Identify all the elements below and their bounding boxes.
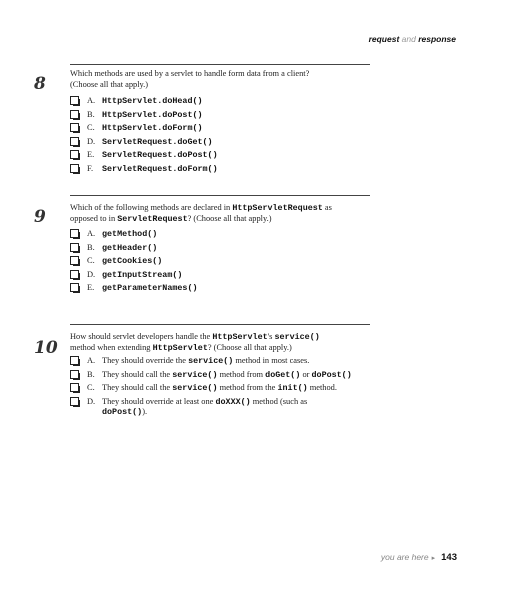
- choice-text-part: method in most cases.: [233, 356, 310, 365]
- choice-text-part: method.: [307, 383, 337, 393]
- checkbox[interactable]: [70, 370, 79, 379]
- question-divider: [70, 195, 370, 196]
- choice-text: [102, 397, 364, 417]
- page-number: 143: [441, 552, 457, 563]
- choice-text: [102, 356, 364, 366]
- choice-letter: D.: [87, 269, 96, 279]
- prompt-text: ? (Choose all that apply.): [207, 342, 292, 352]
- prompt-text: as: [322, 203, 332, 212]
- choice-text: getHeader(): [102, 242, 158, 253]
- prompt-line: [70, 203, 370, 214]
- choice-text: [102, 383, 364, 393]
- page-footer: [381, 552, 457, 563]
- checkbox[interactable]: [70, 150, 79, 159]
- choice-b[interactable]: [70, 370, 370, 384]
- choice-letter: A.: [87, 96, 96, 105]
- checkbox[interactable]: [70, 256, 79, 265]
- choice-text: getMethod(): [102, 229, 158, 239]
- prompt-text: opposed to in: [70, 213, 118, 223]
- choice-code: service(): [172, 383, 218, 394]
- arrow-right-icon: ▸: [431, 555, 436, 562]
- prompt-code: HttpServlet: [152, 342, 208, 353]
- choice-list: [70, 356, 370, 421]
- choice-letter: A.: [87, 229, 96, 238]
- checkbox[interactable]: [70, 123, 79, 132]
- checkbox[interactable]: [70, 270, 79, 279]
- choice-letter: B.: [87, 369, 95, 379]
- prompt-code: HttpServletRequest: [232, 203, 323, 213]
- choice-list: [70, 229, 370, 297]
- choice-code: doPost(): [102, 406, 143, 417]
- question-divider: [70, 64, 370, 65]
- choice-text-part: They should override at least one: [102, 396, 216, 406]
- header-and: and: [399, 34, 419, 44]
- header-response: response: [418, 34, 456, 44]
- choice-c[interactable]: [70, 383, 370, 397]
- choice-text-part: or: [300, 369, 312, 379]
- question-prompt: [70, 203, 370, 224]
- choice-letter: D.: [87, 396, 96, 406]
- checkbox[interactable]: [70, 96, 79, 105]
- checkbox[interactable]: [70, 229, 79, 238]
- choice-text-part: method from the: [217, 383, 278, 393]
- choice-e[interactable]: [70, 150, 370, 164]
- question-number: 9: [34, 207, 46, 227]
- choice-text: [102, 370, 364, 380]
- choice-c[interactable]: [70, 256, 370, 270]
- choice-letter: E.: [87, 283, 95, 293]
- choice-text: HttpServlet.doPost(): [102, 109, 203, 120]
- prompt-line: [70, 214, 370, 225]
- choice-letter: C.: [87, 383, 95, 393]
- checkbox[interactable]: [70, 283, 79, 292]
- choice-list: [70, 96, 370, 178]
- choice-a[interactable]: [70, 356, 370, 370]
- header-request: request: [368, 34, 400, 44]
- choice-d[interactable]: [70, 397, 370, 421]
- choice-text: HttpServlet.doForm(): [102, 123, 203, 134]
- choice-a[interactable]: [70, 229, 370, 243]
- choice-letter: F.: [87, 163, 94, 173]
- question-number: 10: [34, 338, 58, 358]
- choice-text-part: method from: [217, 369, 266, 379]
- choice-d[interactable]: [70, 270, 370, 284]
- prompt-code: ServletRequest: [117, 213, 188, 224]
- choice-letter: B.: [87, 242, 95, 252]
- checkbox[interactable]: [70, 137, 79, 146]
- choice-text: getParameterNames(): [102, 283, 198, 294]
- choice-b[interactable]: [70, 243, 370, 257]
- question-divider: [70, 324, 370, 325]
- choice-text: ServletRequest.doGet(): [102, 136, 213, 147]
- choice-text: ServletRequest.doPost(): [102, 150, 218, 161]
- choice-code: doGet(): [265, 369, 301, 380]
- prompt-line: [70, 332, 370, 343]
- choice-code: doPost(): [311, 369, 352, 380]
- prompt-text: Which of the following methods are declared in: [70, 203, 233, 212]
- choice-text-part: They should call the: [102, 369, 173, 379]
- checkbox[interactable]: [70, 110, 79, 119]
- prompt-code: service(): [274, 332, 320, 342]
- choice-d[interactable]: [70, 137, 370, 151]
- prompt-line: (Choose all that apply.): [70, 79, 149, 89]
- running-header: [369, 34, 456, 44]
- choice-code: init(): [277, 383, 308, 394]
- choice-letter: E.: [87, 150, 95, 160]
- question-prompt: [70, 69, 370, 90]
- checkbox[interactable]: [70, 397, 79, 406]
- choice-code: service(): [172, 369, 218, 380]
- choice-code: service(): [188, 356, 234, 366]
- choice-text: HttpServlet.doHead(): [102, 96, 203, 106]
- choice-letter: B.: [87, 109, 95, 119]
- choice-letter: D.: [87, 136, 96, 146]
- choice-text-part: They should override the: [102, 356, 189, 365]
- choice-text-part: method (such as: [250, 396, 308, 406]
- choice-c[interactable]: [70, 123, 370, 137]
- prompt-text: method when extending: [70, 342, 153, 352]
- choice-text-part: They should call the: [102, 383, 173, 393]
- choice-code: doXXX(): [215, 396, 251, 407]
- choice-text: ServletRequest.doForm(): [102, 163, 218, 174]
- choice-b[interactable]: [70, 110, 370, 124]
- prompt-text: ? (Choose all that apply.): [187, 213, 272, 223]
- choice-e[interactable]: [70, 283, 370, 297]
- choice-letter: A.: [87, 356, 96, 365]
- prompt-text: How should servlet developers handle the: [70, 332, 213, 341]
- choice-f[interactable]: [70, 164, 370, 178]
- prompt-line: [70, 343, 370, 354]
- prompt-code: HttpServlet: [212, 332, 268, 342]
- choice-letter: C.: [87, 256, 95, 266]
- question-number: 8: [34, 74, 46, 94]
- checkbox[interactable]: [70, 164, 79, 173]
- prompt-line: Which methods are used by a servlet to handle form data from a client?: [70, 69, 310, 78]
- question-prompt: [70, 332, 370, 353]
- choice-text: getCookies(): [102, 256, 163, 267]
- choice-text-part: ).: [142, 406, 148, 416]
- choice-letter: C.: [87, 123, 95, 133]
- prompt-text: 's: [267, 332, 275, 341]
- choice-a[interactable]: [70, 96, 370, 110]
- checkbox[interactable]: [70, 243, 79, 252]
- choice-text: getInputStream(): [102, 269, 183, 280]
- checkbox[interactable]: [70, 383, 79, 392]
- you-are-here-label: you are here: [380, 552, 429, 562]
- checkbox[interactable]: [70, 356, 79, 365]
